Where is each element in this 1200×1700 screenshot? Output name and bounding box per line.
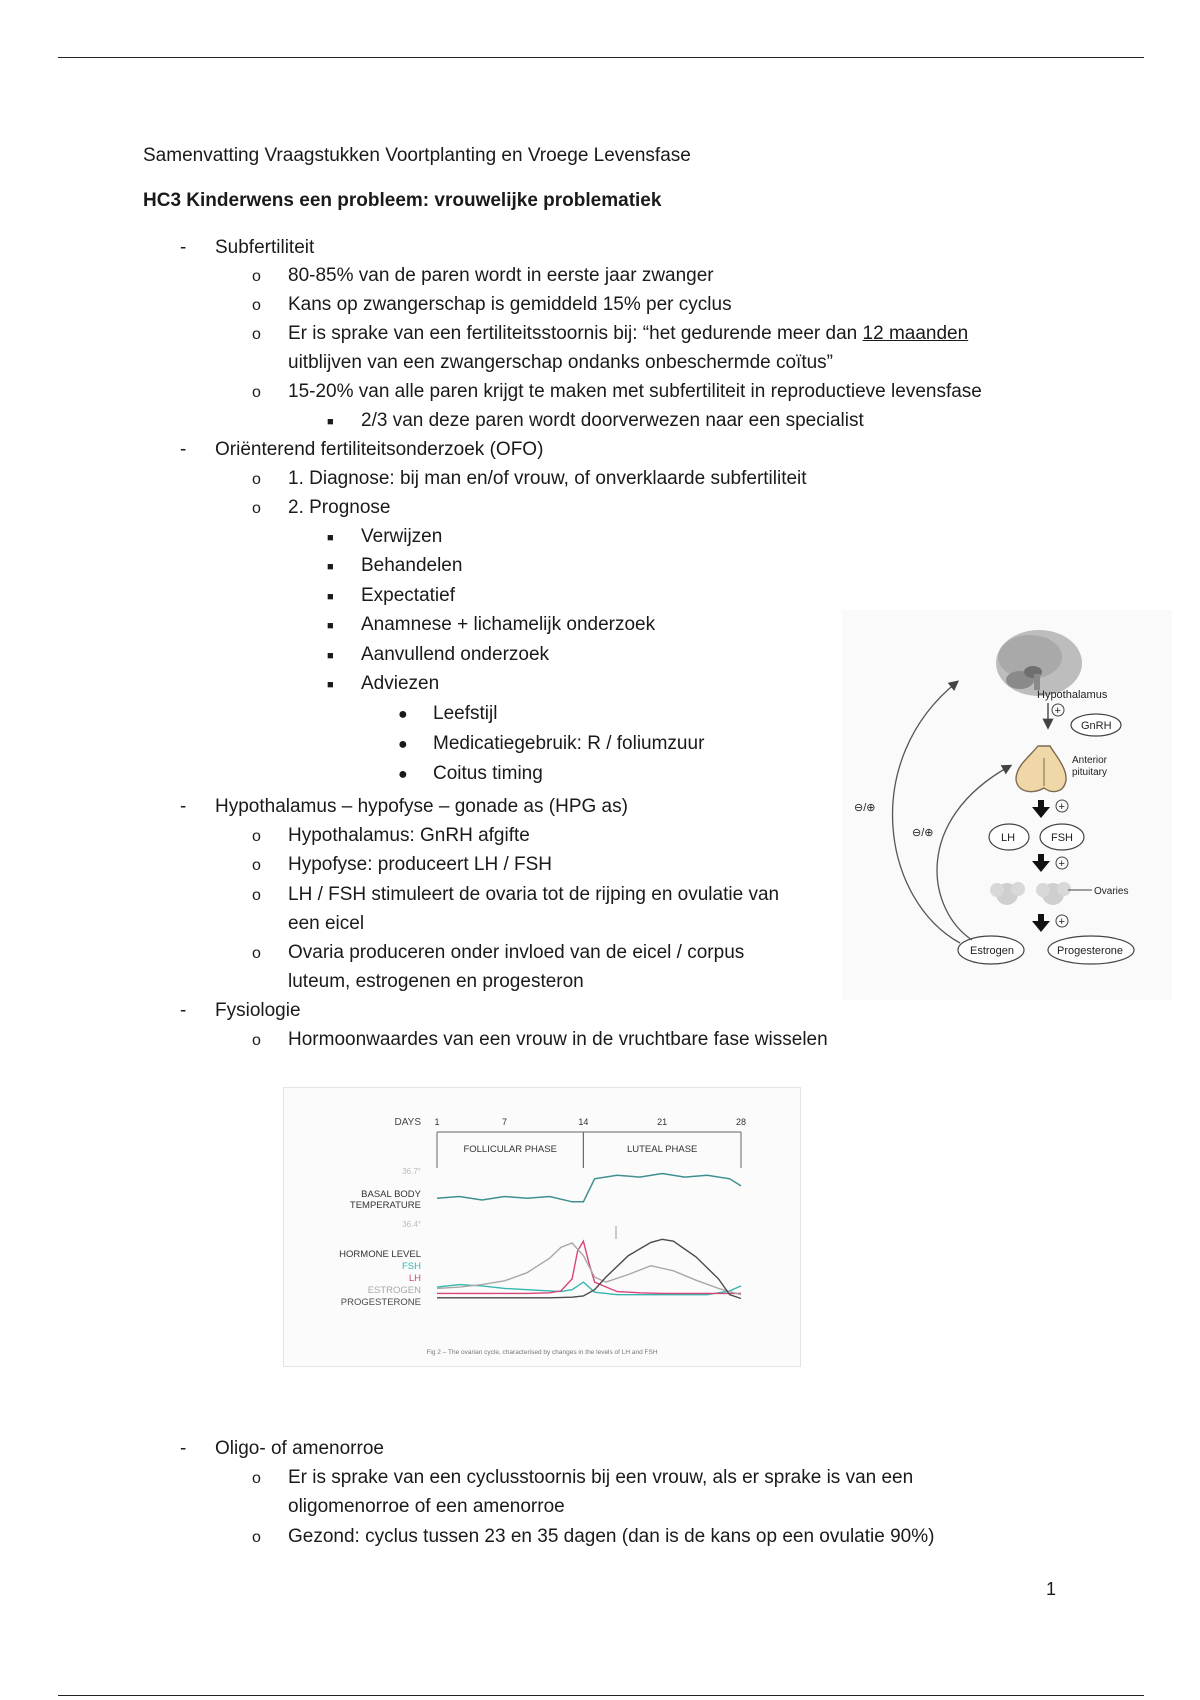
list-item: Er is sprake van een cyclusstoornis bij een vrouw, als er sprake is van een — [288, 1467, 914, 1488]
list-item: 1. Diagnose: bij man en/of vrouw, of onverklaarde subfertiliteit — [288, 468, 807, 489]
dash-bullet: - — [180, 439, 187, 460]
list-item: 2/3 van deze paren wordt doorverwezen naar een specialist — [361, 410, 864, 431]
down-arrow-icon — [1032, 800, 1050, 818]
lh-label: LH — [1001, 832, 1016, 844]
hpg-axis-diagram — [842, 610, 1172, 1000]
x-tick-label: 28 — [735, 1117, 747, 1127]
list-item-continuation: een eicel — [288, 913, 365, 934]
phase-label: FOLLICULAR PHASE — [463, 1144, 557, 1155]
plus-sign: + — [1058, 916, 1065, 928]
circle-bullet: o — [252, 1032, 261, 1049]
square-bullet: ■ — [327, 591, 334, 603]
estrogen-label: Estrogen — [970, 945, 1015, 957]
dot-bullet: ● — [398, 736, 408, 753]
fsh-label: FSH — [1051, 832, 1073, 844]
x-tick-label: 1 — [434, 1117, 440, 1127]
temperature-label-line1: BASAL BODY — [361, 1189, 421, 1200]
list-item: LH / FSH stimuleert de ovaria tot de rijping en ovulatie van — [288, 884, 780, 905]
section-heading: HC3 Kinderwens een probleem: vrouwelijke problematiek — [143, 190, 662, 211]
square-bullet: ■ — [327, 650, 334, 662]
circle-bullet: o — [252, 857, 261, 874]
dash-bullet: - — [180, 237, 187, 258]
circle-bullet: o — [252, 1529, 261, 1546]
temperature-label-line2: TEMPERATURE — [349, 1200, 421, 1211]
brain-icon — [996, 630, 1082, 696]
list-item: Medicatiegebruik: R / foliumzuur — [433, 733, 705, 754]
list-item: Gezond: cyclus tussen 23 en 35 dagen (dan is de kans op een ovulatie 90%) — [288, 1526, 935, 1547]
square-bullet: ■ — [327, 561, 334, 573]
circle-bullet: o — [252, 1470, 261, 1487]
square-bullet: ■ — [327, 416, 334, 428]
progesterone-label: Progesterone — [1057, 945, 1124, 957]
top-rule — [58, 57, 1144, 58]
list-item: Aanvullend onderzoek — [361, 644, 550, 665]
list-item-oligo: Oligo- of amenorroe — [215, 1438, 384, 1459]
series-line-progesterone — [437, 1239, 741, 1298]
list-item: Ovaria produceren onder invloed van de eicel / corpus — [288, 942, 745, 963]
list-item: Hypothalamus: GnRH afgifte — [288, 825, 530, 846]
hormone-level-label: HORMONE LEVEL — [339, 1249, 421, 1260]
legend-entry: PROGESTERONE — [340, 1297, 421, 1308]
list-item: Kans op zwangerschap is gemiddeld 15% per cyclus — [288, 294, 732, 315]
circle-bullet: o — [252, 268, 261, 285]
pituitary-label: pituitary — [1072, 767, 1108, 778]
feedback-arrow-hypothalamus — [893, 682, 960, 943]
ovaries-label: Ovaries — [1094, 886, 1129, 897]
x-tick-label: 21 — [657, 1117, 668, 1127]
circle-bullet: o — [252, 828, 261, 845]
feedback-sign: ⊖/⊕ — [912, 827, 934, 839]
list-item: Behandelen — [361, 555, 463, 576]
gnrh-label: GnRH — [1081, 720, 1112, 732]
list-item: 2. Prognose — [288, 497, 391, 518]
temperature-min-label: 36.4° — [402, 1220, 421, 1229]
square-bullet: ■ — [327, 532, 334, 544]
list-item-text: Er is sprake van een fertiliteitsstoornis bij: “het gedurende meer dan — [288, 323, 863, 344]
list-item-continuation: uitblijven van een zwangerschap ondanks onbeschermde coïtus” — [288, 352, 833, 373]
circle-bullet: o — [252, 887, 261, 904]
plus-sign: + — [1054, 705, 1061, 717]
list-item-continuation: luteum, estrogenen en progesteron — [288, 971, 584, 992]
legend-entry: LH — [408, 1273, 421, 1284]
underlined-term: 12 maanden — [862, 323, 969, 344]
hypothalamus-label: Hypothalamus — [1037, 689, 1108, 701]
circle-bullet: o — [252, 471, 261, 488]
legend-entry: ESTROGEN — [367, 1285, 421, 1296]
list-item-continuation: oligomenorroe of een amenorroe — [288, 1496, 565, 1517]
list-item: Coitus timing — [433, 763, 543, 784]
x-tick-label: 14 — [578, 1117, 589, 1127]
list-item-fysiologie: Fysiologie — [215, 1000, 301, 1021]
list-item: 15-20% van alle paren krijgt te maken met subfertiliteit in reproductieve levensfase — [288, 381, 982, 402]
down-arrow-icon — [1032, 854, 1050, 872]
phase-label: LUTEAL PHASE — [626, 1144, 698, 1155]
square-bullet: ■ — [327, 620, 334, 632]
temperature-max-label: 36.7° — [402, 1167, 421, 1176]
list-item: Verwijzen — [361, 526, 443, 547]
list-item: Hypofyse: produceert LH / FSH — [288, 854, 552, 875]
legend-entry: FSH — [402, 1261, 421, 1272]
plus-sign: + — [1058, 801, 1065, 813]
bottom-rule — [58, 1695, 1144, 1696]
circle-bullet: o — [252, 384, 261, 401]
list-item-ofo: Oriënterend fertiliteitsonderzoek (OFO) — [215, 439, 544, 460]
list-item: Adviezen — [361, 673, 440, 694]
ovarian-cycle-chart — [283, 1087, 801, 1367]
circle-bullet: o — [252, 326, 261, 343]
list-item-subfertiliteit: Subfertiliteit — [215, 237, 315, 258]
dash-bullet: - — [180, 1000, 187, 1021]
anterior-label: Anterior — [1072, 755, 1108, 766]
page-number: 1 — [1046, 1579, 1057, 1599]
circle-bullet: o — [252, 297, 261, 314]
temperature-line — [437, 1174, 741, 1202]
figure-caption: Fig 2 – The ovarian cycle, characterised by changes in the levels of LH and FSH — [426, 1349, 658, 1356]
circle-bullet: o — [252, 945, 261, 962]
list-item — [288, 323, 968, 345]
list-item: Expectatief — [361, 585, 455, 606]
square-bullet: ■ — [327, 679, 334, 691]
ovaries-icon — [990, 882, 1071, 905]
down-arrow-icon — [1032, 914, 1050, 932]
feedback-sign: ⊖/⊕ — [854, 802, 876, 814]
dash-bullet: - — [180, 796, 187, 817]
feedback-arrow-pituitary — [937, 766, 1010, 940]
list-item: Hormoonwaardes van een vrouw in de vruchtbare fase wisselen — [288, 1029, 828, 1050]
dot-bullet: ● — [398, 706, 408, 723]
days-axis-label: DAYS — [394, 1117, 421, 1128]
list-item-hpg: Hypothalamus – hypofyse – gonade as (HPG as) — [215, 796, 628, 817]
circle-bullet: o — [252, 500, 261, 517]
list-item: Leefstijl — [433, 703, 498, 724]
document-title: Samenvatting Vraagstukken Voortplanting en Vroege Levensfase — [143, 145, 691, 166]
pituitary-icon — [1016, 746, 1066, 792]
dot-bullet: ● — [398, 766, 408, 783]
x-tick-label: 7 — [502, 1117, 508, 1127]
dash-bullet: - — [180, 1438, 187, 1459]
plus-sign: + — [1058, 858, 1065, 870]
list-item: 80-85% van de paren wordt in eerste jaar zwanger — [288, 265, 714, 286]
list-item: Anamnese + lichamelijk onderzoek — [361, 614, 656, 635]
